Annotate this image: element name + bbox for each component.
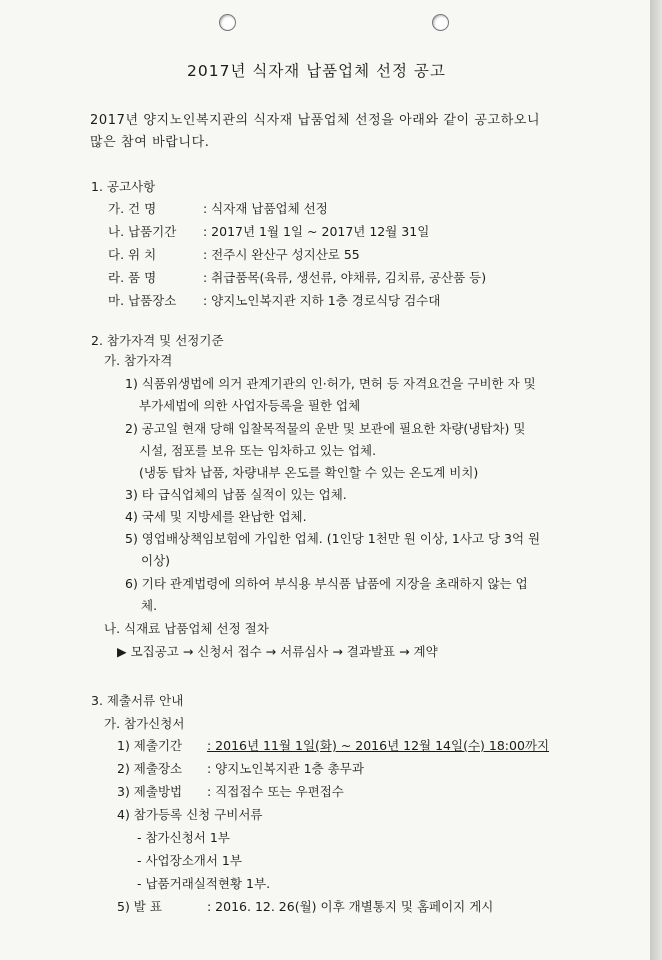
- procedure-flow: ▶ 모집공고 → 신청서 접수 → 서류심사 → 결과발표 → 계약: [117, 644, 438, 659]
- s1-item-b: [108, 224, 429, 240]
- doc-list-item: - 참가신청서 1부: [137, 830, 230, 845]
- section-2-heading: 2. 참가자격 및 선정기준: [91, 333, 224, 348]
- s1-item-a: [108, 201, 328, 217]
- intro-line-2: 많은 참여 바랍니다.: [90, 135, 210, 150]
- s3-item-2: [117, 761, 364, 777]
- s2-line: (냉동 탑차 납품, 차량내부 온도를 확인할 수 있는 온도계 비치): [139, 465, 479, 480]
- s3-item-3-value: : 직접접수 또는 우편접수: [207, 784, 344, 799]
- s3-item-5: [117, 899, 493, 915]
- s3-item-3-label: 3) 제출방법: [117, 784, 183, 799]
- intro-line-1: 2017년 양지노인복지관의 식자재 납품업체 선정을 아래와 같이 공고하오니: [90, 113, 541, 128]
- s1-item-d-label: 라. 품 명: [108, 270, 157, 285]
- s2-line: 시설, 점포를 보유 또는 임차하고 있는 업체.: [139, 443, 377, 458]
- s3-item-2-value: : 양지노인복지관 1층 총무과: [207, 761, 364, 776]
- s1-item-d-value: : 취급품목(육류, 생선류, 야채류, 김치류, 공산품 등): [203, 270, 487, 285]
- s1-item-c-value: : 전주시 완산구 성지산로 55: [203, 247, 360, 262]
- s3-item-4: 4) 참가등록 신청 구비서류: [117, 807, 263, 822]
- s1-item-a-value: : 식자재 납품업체 선정: [203, 201, 328, 216]
- s1-item-e-label: 마. 납품장소: [108, 293, 177, 308]
- s3-item-1-label: 1) 제출기간: [117, 738, 183, 753]
- s2-sub-b: 나. 식재료 납품업체 선정 절차: [104, 621, 269, 636]
- s2-line: 5) 영업배상책임보험에 가입한 업체. (1인당 1천만 원 이상, 1사고 당 3억 원: [125, 531, 541, 546]
- section-1-heading: 1. 공고사항: [91, 179, 156, 194]
- s3-item-5-value: : 2016. 12. 26(월) 이후 개별통지 및 홈페이지 게시: [207, 899, 494, 914]
- doc-list-item: - 납품거래실적현황 1부.: [137, 876, 271, 891]
- s1-item-c-label: 다. 위 치: [108, 247, 157, 262]
- s2-sub-a: 가. 참가자격: [104, 353, 173, 368]
- s3-item-5-label: 5) 발 표: [117, 899, 162, 914]
- punch-hole-right: [432, 14, 449, 31]
- submission-period: : 2016년 11월 1일(화) ~ 2016년 12월 14일(수) 18:00까지: [207, 738, 550, 753]
- page-edge: [650, 0, 662, 960]
- page-title: 2017년 식자재 납품업체 선정 공고: [187, 62, 446, 80]
- s1-item-b-value: : 2017년 1월 1일 ~ 2017년 12월 31일: [203, 224, 430, 239]
- section-3-heading: 3. 제출서류 안내: [91, 693, 184, 708]
- s3-item-1: [117, 738, 549, 754]
- s1-item-e-value: : 양지노인복지관 지하 1층 경로식당 검수대: [203, 293, 441, 308]
- s2-line: 체.: [141, 598, 158, 613]
- s2-line: 1) 식품위생법에 의거 관계기관의 인·허가, 면허 등 자격요건을 구비한 자 및: [125, 376, 536, 391]
- s2-line: 6) 기타 관계법령에 의하여 부식용 부식품 납품에 지장을 초래하지 않는 업: [125, 576, 528, 591]
- s2-line: 2) 공고일 현재 당해 입찰목적물의 운반 및 보관에 필요한 차량(냉탑차) 및: [125, 421, 526, 436]
- s1-item-d: [108, 270, 486, 286]
- s2-line: 3) 타 급식업체의 납품 실적이 있는 업체.: [125, 487, 347, 502]
- s2-line: 부가세법에 의한 사업자등록을 필한 업체: [139, 398, 361, 413]
- s3-sub-a: 가. 참가신청서: [104, 716, 185, 731]
- s2-line: 이상): [141, 553, 171, 568]
- s1-item-e: [108, 293, 440, 309]
- s3-item-3: [117, 784, 344, 800]
- doc-list-item: - 사업장소개서 1부: [137, 853, 242, 868]
- s3-item-2-label: 2) 제출장소: [117, 761, 183, 776]
- s2-line: 4) 국세 및 지방세를 완납한 업체.: [125, 509, 307, 524]
- s1-item-c: [108, 247, 360, 263]
- s1-item-b-label: 나. 납품기간: [108, 224, 177, 239]
- s1-item-a-label: 가. 건 명: [108, 201, 157, 216]
- punch-hole-left: [219, 14, 236, 31]
